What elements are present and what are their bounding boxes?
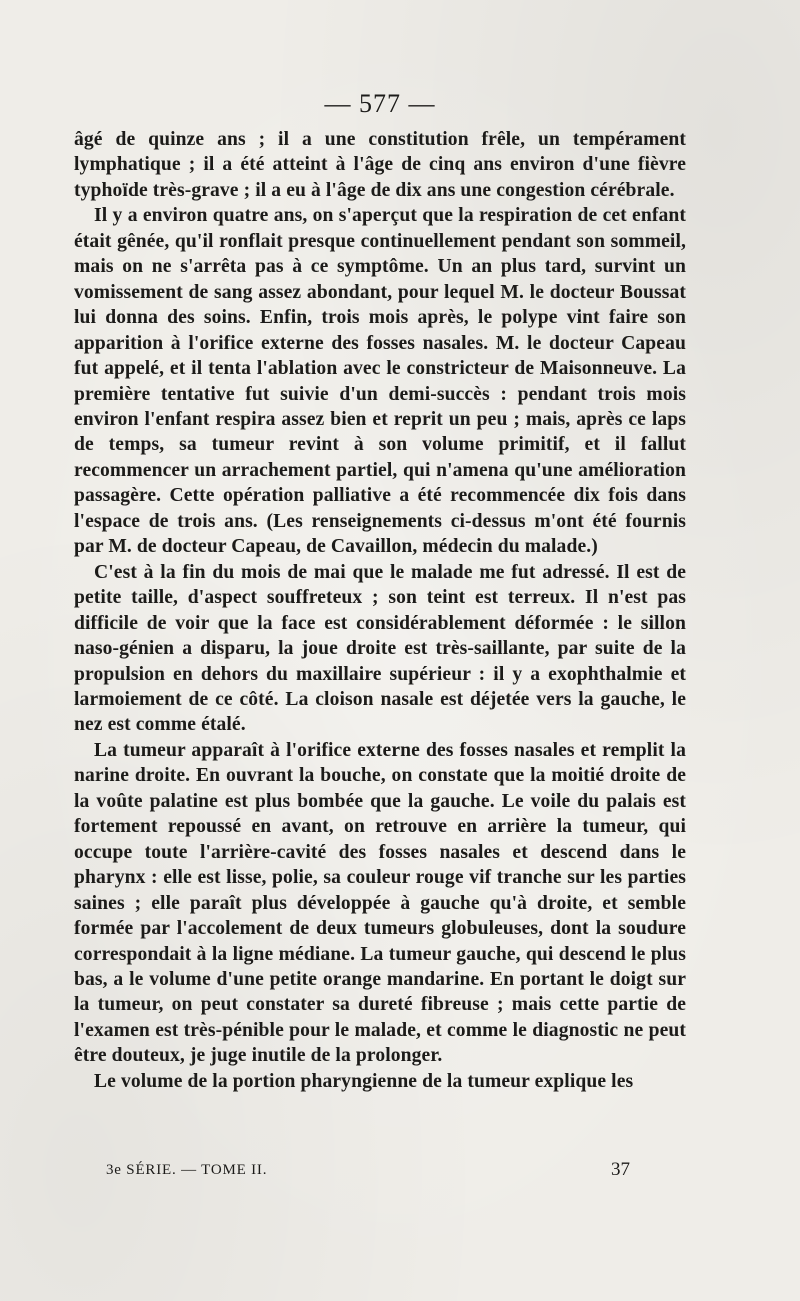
paragraph-2: Il y a environ quatre ans, on s'aperçut que la respiration de cet enfant était gênée, qu'il ronflait presque continuellement pendant son sommeil, mais on ne s'arrêta pas à ce symptôme. Un an plus tard, survint un vomissement de sang assez abondant, pour lequel M. le docteur Boussat lui donna des soins. Enfin, trois mois après, le polype vint faire son apparition à l'orifice externe des fosses nasales. M. le docteur Capeau fut appelé, et il tenta l'ablation avec le constricteur de Maisonneuve. La première tentative fut suivie d'un demi-succès : pendant trois mois environ l'enfant respira assez bien et reprit un peu ; mais, après ce laps de temps, sa tumeur revint à son volume primitif, et il fallut recommencer un arrachement partiel, qui n'amena qu'une amélioration passagère. Cette opération palliative a été recommencée dix fois dans l'espace de trois ans. (Les renseignements ci-dessus m'ont été fournis par M. de docteur Capeau, de Cavaillon, médecin du malade.) [74, 205, 686, 558]
page-number: — 577 — [324, 89, 436, 118]
printer-signature [106, 1157, 630, 1183]
paragraph-1: âgé de quinze ans ; il a une constitution frêle, un tempérament lymphatique ; il a été atteint à l'âge de cinq ans environ d'une fièvre typhoïde très-grave ; il a eu à l'âge de dix ans une congestion cérébrale. [74, 129, 686, 201]
paragraph-5: Le volume de la portion pharyngienne de la tumeur explique les [94, 1070, 634, 1092]
signature-mark: 37 [611, 1159, 630, 1180]
series-volume-label: 3e SÉRIE. — TOME II. [106, 1162, 268, 1178]
body-text [74, 127, 686, 1094]
paragraph-4: La tumeur apparaît à l'orifice externe des fosses nasales et remplit la narine droite. En ouvrant la bouche, on constate que la moitié droite de la voûte palatine est plus bombée que la gauche. Le voile du palais est fortement repoussé en avant, on retrouve en arrière la tumeur, qui occupe toute l'arrière-cavité des fosses nasales et descend dans le pharynx : elle est lisse, polie, sa couleur rouge vif tranche sur les parties saines ; elle paraît plus développée à gauche qu'à droite, et semble formée par l'accolement de deux tumeurs globuleuses, dont la soudure correspondait à la ligne médiane. La tumeur gauche, qui descend le plus bas, a le volume d'une petite orange mandarine. En portant le doigt sur la tumeur, on peut constater sa dureté fibreuse ; mais cette partie de l'examen est très-pénible pour le malade, et comme le diagnostic ne peut être douteux, je juge inutile de la prolonger. [74, 739, 686, 1067]
paragraph-3: C'est à la fin du mois de mai que le malade me fut adressé. Il est de petite taille, d'aspect souffreteux ; son teint est terreux. Il n'est pas difficile de voir que la face est considérablement déformée : le sillon naso-génien a disparu, la joue droite est très-saillante, par suite de la propulsion en dehors du maxillaire supérieur : il y a exophthalmie et larmoiement de ce côté. La cloison nasale est déjetée vers la gauche, le nez est comme étalé. [74, 561, 686, 736]
